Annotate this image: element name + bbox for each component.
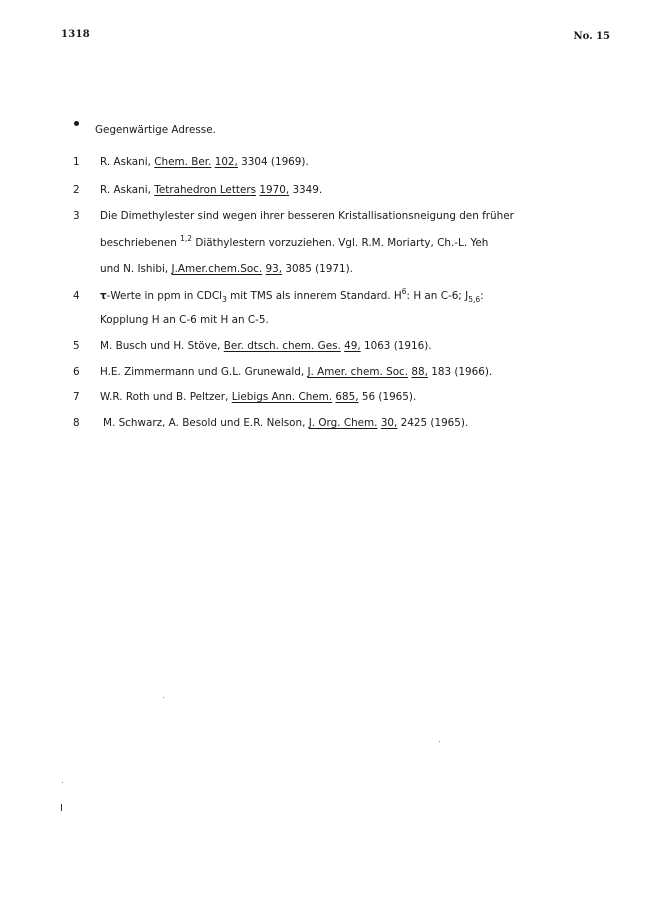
footnote-text: [103, 417, 468, 430]
footnote-journal: J. Amer. chem. Soc.: [307, 366, 409, 378]
footnote-journal: J.Amer.chem.Soc.: [171, 263, 263, 275]
footnote-citation: 183 (1966).: [431, 366, 493, 378]
footnote-volume: 30,: [380, 417, 398, 429]
footnote-subscript: 3: [222, 295, 227, 304]
footnote-volume: 49,: [344, 340, 361, 352]
footnote-star-text: Gegenwärtige Adresse.: [95, 124, 216, 136]
footnote-text: [100, 287, 484, 304]
footnote-subscript: 5,6: [468, 295, 481, 304]
footnote-bullet-icon: [74, 121, 79, 126]
footnote-volume: 685,: [335, 391, 359, 403]
page-number: 1318: [61, 29, 91, 40]
footnote-text-part: : H an C-6; J: [406, 290, 469, 302]
footnote-text-part: beschriebenen: [100, 237, 177, 249]
footnote-author: W.R. Roth und B. Peltzer,: [100, 391, 229, 403]
footnote-text: [100, 234, 489, 250]
footnote-author: H.E. Zimmermann und G.L. Grunewald,: [100, 366, 305, 378]
footnote-line-1: Die Dimethylester sind wegen ihrer besseren Kristallisationsneigung den früher: [100, 210, 514, 222]
footnote-volume: 102,: [214, 156, 238, 168]
footnote-author: M. Schwarz, A. Besold und E.R. Nelson,: [103, 417, 306, 429]
footnote-text: Kopplung H an C-6 mit H an C-5.: [100, 314, 269, 326]
issue-number: No. 15: [573, 31, 610, 42]
footnote-number: 8: [73, 417, 80, 429]
footnote-number: 1: [73, 156, 80, 168]
footnote-citation: 3349.: [292, 184, 323, 196]
footnote-text: [100, 366, 492, 379]
footnote-author: M. Busch und H. Stöve,: [100, 340, 221, 352]
footnote-text-part: Diäthylestern vorzuziehen. Vgl. R.M. Moriarty, Ch.-L. Yeh: [195, 237, 489, 249]
tau-symbol: τ: [100, 290, 107, 302]
footnote-author: R. Askani,: [100, 184, 151, 196]
footnote-text-part: -Werte in ppm in CDCl: [106, 290, 223, 302]
footnote-journal: Ber. dtsch. chem. Ges.: [223, 340, 341, 352]
footnote-text: [100, 340, 432, 353]
footnote-text: [100, 184, 322, 197]
footnote-author: R. Askani,: [100, 156, 151, 168]
scan-speck: [163, 697, 164, 698]
footnote-number: 2: [73, 184, 80, 196]
footnote-citation: 3304 (1969).: [241, 156, 309, 168]
scan-speck: [439, 741, 440, 742]
footnote-superscript: 1,2: [180, 234, 193, 243]
footnote-volume: 88,: [411, 366, 428, 378]
footnote-superscript: 6: [401, 287, 407, 296]
footnote-journal: Chem. Ber.: [154, 156, 212, 168]
footnote-journal: Liebigs Ann. Chem.: [231, 391, 333, 403]
footnote-number: 6: [73, 366, 80, 378]
footnote-number: 7: [73, 391, 80, 403]
footnote-citation: 2425 (1965).: [400, 417, 469, 429]
footnote-year: 1970,: [259, 184, 290, 196]
footnote-volume: 93,: [265, 263, 283, 275]
footnote-text: [100, 391, 416, 404]
footnote-number: 4: [73, 290, 80, 302]
footnote-citation: 3085 (1971).: [285, 263, 353, 275]
footnote-number: 5: [73, 340, 80, 352]
margin-mark: [61, 804, 62, 811]
footnote-number: 3: [73, 210, 80, 222]
footnote-journal: J. Org. Chem.: [308, 417, 378, 429]
footnote-text: [100, 156, 309, 169]
footnote-text: [100, 263, 353, 276]
footnote-journal: Tetrahedron Letters: [154, 184, 257, 196]
footnote-citation: 56 (1965).: [361, 391, 417, 403]
footnote-citation: 1063 (1916).: [363, 340, 432, 352]
footnote-text-part: mit TMS als innerem Standard. H: [230, 290, 402, 302]
scan-speck: [62, 782, 63, 783]
footnote-text-part: und N. Ishibi,: [100, 263, 169, 275]
footnote-text-part: :: [480, 290, 484, 302]
